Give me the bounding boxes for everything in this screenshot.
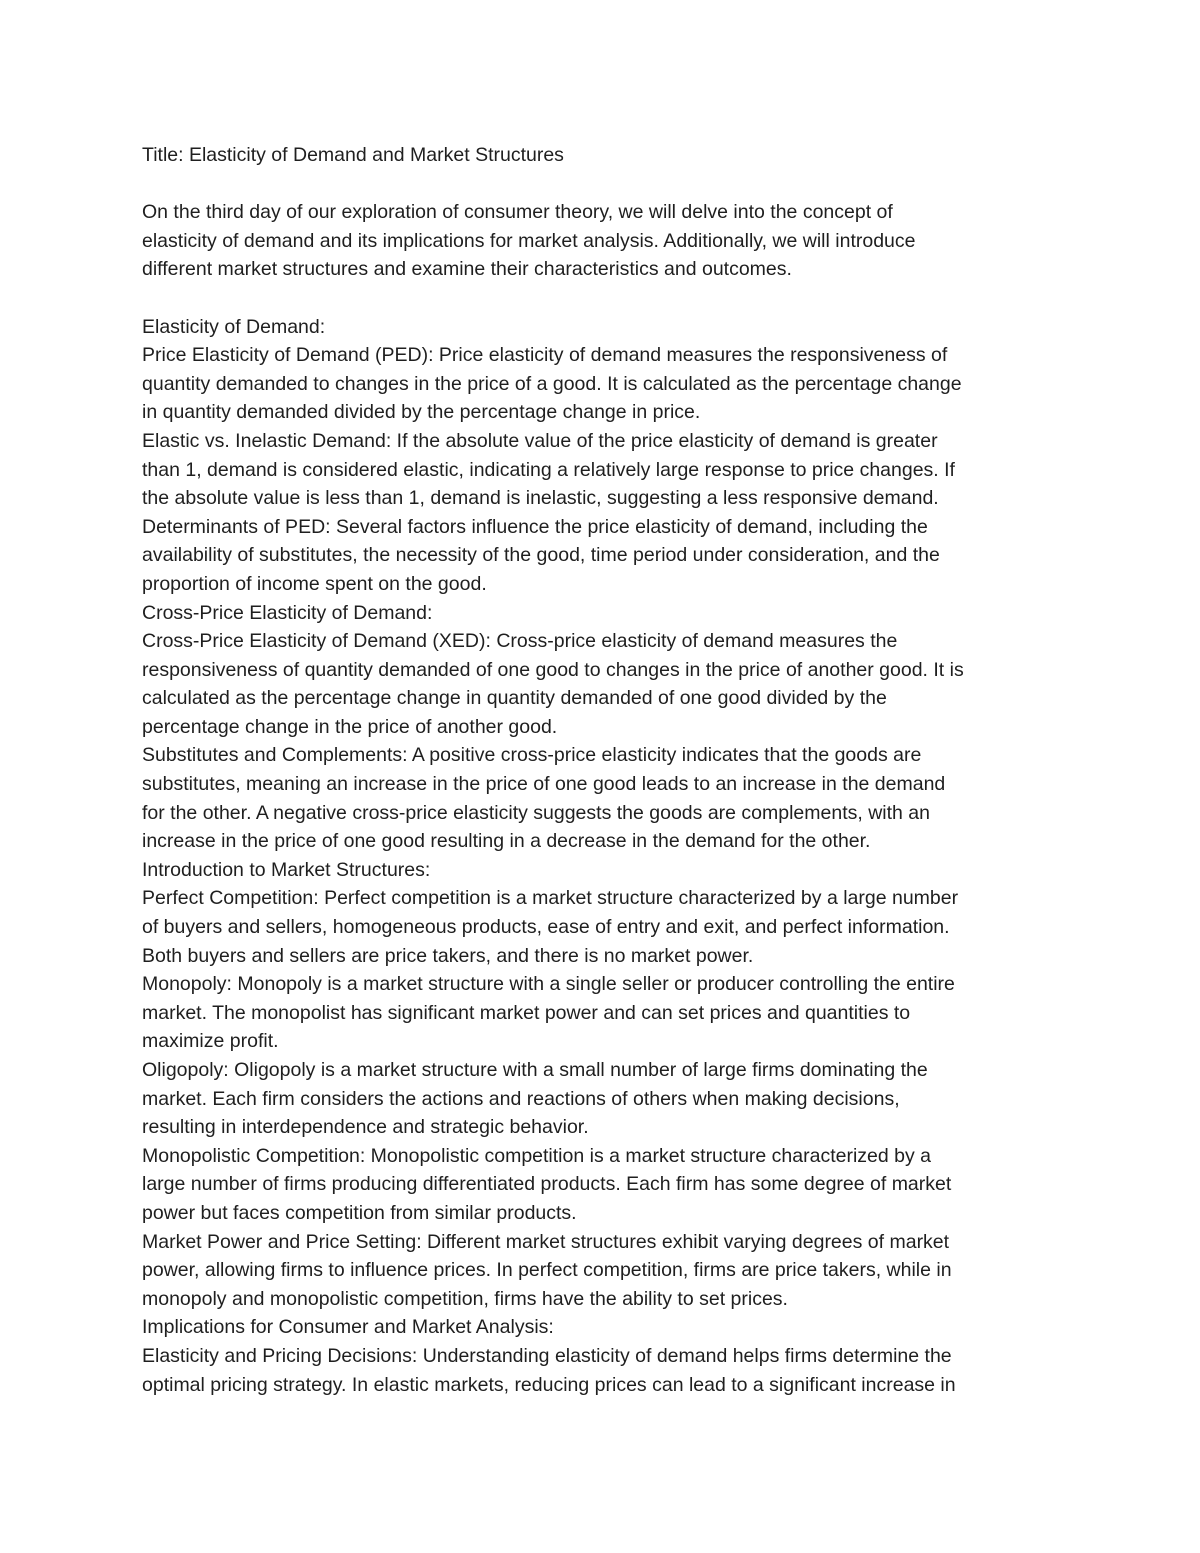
section-heading-cross-price: Cross-Price Elasticity of Demand: — [142, 601, 433, 624]
body-line: for the other. A negative cross-price elasticity suggests the goods are complements, with an — [142, 801, 930, 824]
body-line: Cross-Price Elasticity of Demand (XED): Cross-price elasticity of demand measures the — [142, 630, 898, 653]
body-line: availability of substitutes, the necessity of the good, time period under consideration, and the — [142, 544, 940, 567]
body-line: market. The monopolist has significant market power and can set prices and quantities to — [142, 1001, 911, 1024]
document-content — [142, 141, 1062, 1399]
body-line: responsiveness of quantity demanded of one good to changes in the price of another good. It is — [142, 658, 964, 681]
body-line: Monopoly: Monopoly is a market structure with a single seller or producer controlling the entire — [142, 973, 955, 996]
body-line: increase in the price of one good resulting in a decrease in the demand for the other. — [142, 830, 871, 853]
body-line: in quantity demanded divided by the percentage change in price. — [142, 401, 701, 424]
body-line: monopoly and monopolistic competition, firms have the ability to set prices. — [142, 1287, 788, 1310]
body-line: Elasticity and Pricing Decisions: Understanding elasticity of demand helps firms determine the — [142, 1344, 952, 1367]
body-line: optimal pricing strategy. In elastic markets, reducing prices can lead to a significant increase in — [142, 1373, 956, 1396]
body-line: quantity demanded to changes in the price of a good. It is calculated as the percentage change — [142, 372, 962, 395]
body-line: proportion of income spent on the good. — [142, 572, 487, 595]
body-line: Perfect Competition: Perfect competition is a market structure characterized by a large number — [142, 887, 959, 910]
body-line: Oligopoly: Oligopoly is a market structure with a small number of large firms dominating the — [142, 1059, 928, 1081]
section-heading-elasticity: Elasticity of Demand: — [142, 315, 326, 338]
intro-line: different market structures and examine their characteristics and outcomes. — [142, 258, 792, 281]
body-line: than 1, demand is considered elastic, indicating a relatively large response to price changes. If — [142, 458, 955, 481]
body-line: Monopolistic Competition: Monopolistic competition is a market structure characterized by a — [142, 1144, 932, 1167]
body-line: Both buyers and sellers are price takers, and there is no market power. — [142, 944, 754, 967]
body-text — [142, 313, 1062, 1400]
section-heading-implications: Implications for Consumer and Market Analysis: — [142, 1316, 554, 1339]
body-line: calculated as the percentage change in quantity demanded of one good divided by the — [142, 687, 887, 710]
body-line: power but faces competition from similar products. — [142, 1201, 577, 1224]
body-line: resulting in interdependence and strategic behavior. — [142, 1116, 589, 1139]
body-line: substitutes, meaning an increase in the price of one good leads to an increase in the demand — [142, 773, 946, 796]
body-line: power, allowing firms to influence prices. In perfect competition, firms are price takers, while in — [142, 1259, 952, 1282]
intro-line: On the third day of our exploration of consumer theory, we will delve into the concept of — [142, 201, 893, 224]
body-line: percentage change in the price of another good. — [142, 715, 558, 738]
body-line: market. Each firm considers the actions and reactions of others when making decisions, — [142, 1087, 900, 1110]
body-line: large number of firms producing differentiated products. Each firm has some degree of market — [142, 1173, 952, 1196]
intro-paragraph — [142, 198, 1062, 284]
body-line: Market Power and Price Setting: Different market structures exhibit varying degrees of market — [142, 1230, 950, 1253]
body-line: of buyers and sellers, homogeneous products, ease of entry and exit, and perfect information. — [142, 916, 950, 939]
body-line: Elastic vs. Inelastic Demand: If the absolute value of the price elasticity of demand is greater — [142, 429, 938, 452]
blank-line — [142, 284, 1062, 313]
body-line: Price Elasticity of Demand (PED): Price elasticity of demand measures the responsiveness of — [142, 344, 948, 367]
intro-line: elasticity of demand and its implications for market analysis. Additionally, we will introduce — [142, 229, 916, 252]
document-title: Title: Elasticity of Demand and Market Structures — [142, 144, 564, 166]
body-line: the absolute value is less than 1, demand is inelastic, suggesting a less responsive demand. — [142, 487, 939, 510]
section-heading-market-structures: Introduction to Market Structures: — [142, 858, 431, 881]
body-line: Determinants of PED: Several factors influence the price elasticity of demand, including the — [142, 515, 928, 538]
body-line: Substitutes and Complements: A positive cross-price elasticity indicates that the goods are — [142, 744, 922, 767]
blank-line — [142, 170, 1062, 199]
body-line: maximize profit. — [142, 1030, 279, 1053]
